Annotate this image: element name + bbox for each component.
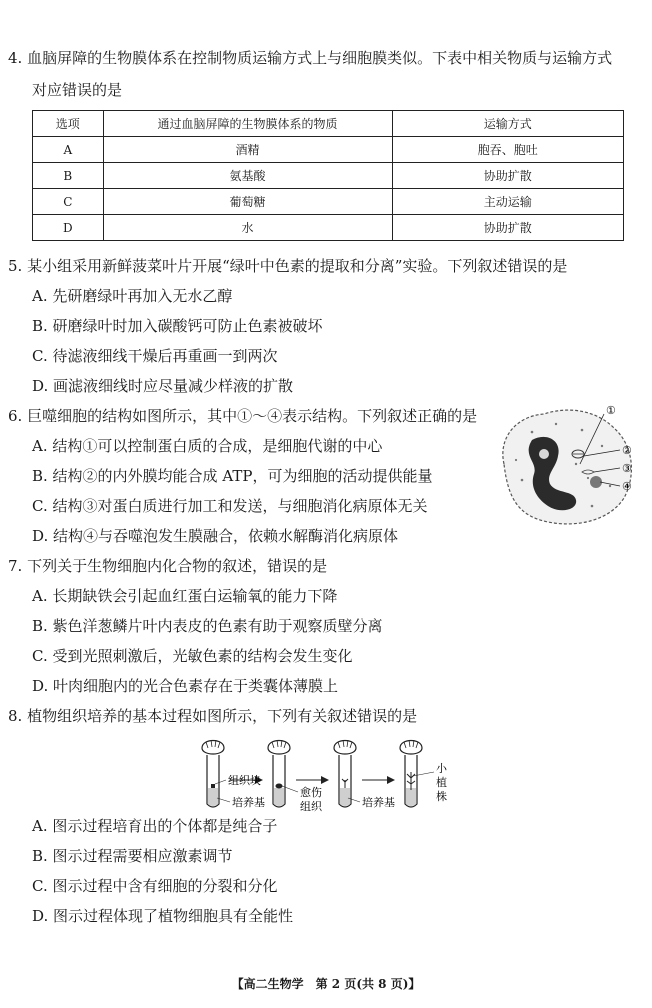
table-cell: 酒精 xyxy=(103,137,392,163)
q7-option-d: D. 叶肉细胞内的光合色素存在于类囊体薄膜上 xyxy=(32,677,339,695)
table-header: 运输方式 xyxy=(392,111,623,137)
q5-option-b: B. 研磨绿叶时加入碳酸钙可防止色素被破坏 xyxy=(32,317,323,335)
q6-option-c: C. 结构③对蛋白质进行加工和发送，与细胞消化病原体无关 xyxy=(32,497,428,515)
figure-label-4: ④ xyxy=(622,480,632,493)
q4-stem-line1: 4. 血脑屏障的生物膜体系在控制物质运输方式上与细胞膜类似。下表中相关物质与运输方式 xyxy=(8,49,613,67)
label-callus-2: 组织 xyxy=(300,800,322,813)
table-row xyxy=(33,137,624,163)
label-medium-1: 培养基 xyxy=(232,796,265,809)
table-cell: 葡萄糖 xyxy=(103,189,392,215)
q6-stem: 6. 巨噬细胞的结构如图所示，其中①～④表示结构。下列叙述正确的是 xyxy=(8,407,478,425)
table-header-row xyxy=(33,111,624,137)
figure-label-2: ② xyxy=(622,444,632,457)
q6-option-a: A. 结构①可以控制蛋白质的合成，是细胞代谢的中心 xyxy=(32,437,383,455)
q5-option-d: D. 画滤液细线时应尽量减少样液的扩散 xyxy=(32,377,294,395)
table-header: 通过血脑屏障的生物膜体系的物质 xyxy=(103,111,392,137)
table-cell: A xyxy=(33,137,104,163)
q5-option-a: A. 先研磨绿叶再加入无水乙醇 xyxy=(32,287,233,305)
label-plantlet-2: 植 xyxy=(436,776,447,789)
label-callus-1: 愈伤 xyxy=(300,786,322,799)
q8-option-d: D. 图示过程体现了植物细胞具有全能性 xyxy=(32,907,294,925)
q7-option-a: A. 长期缺铁会引起血红蛋白运输氧的能力下降 xyxy=(32,587,338,605)
test-tube-2 xyxy=(268,740,290,807)
label-plantlet-3: 株 xyxy=(436,790,447,803)
q8-option-c: C. 图示过程中含有细胞的分裂和分化 xyxy=(32,877,278,895)
table-row xyxy=(33,215,624,241)
q4-table xyxy=(32,110,624,241)
table-cell: 水 xyxy=(103,215,392,241)
q6-option-d: D. 结构④与吞噬泡发生膜融合，依赖水解酶消化病原体 xyxy=(32,527,399,545)
q8-option-b: B. 图示过程需要相应激素调节 xyxy=(32,847,233,865)
table-cell: D xyxy=(33,215,104,241)
q7-stem: 7. 下列关于生物细胞内化合物的叙述，错误的是 xyxy=(8,557,328,575)
table-header: 选项 xyxy=(33,111,104,137)
figure-label-3: ③ xyxy=(622,462,632,475)
table-cell: 协助扩散 xyxy=(392,163,623,189)
q6-option-b: B. 结构②的内外膜均能合成 ATP，可为细胞的活动提供能量 xyxy=(32,467,433,485)
page-footer: 【高二生物学 第 2 页(共 8 页)】 xyxy=(231,977,421,991)
figure-label-1: ① xyxy=(606,404,616,417)
table-row xyxy=(33,163,624,189)
table-cell: 主动运输 xyxy=(392,189,623,215)
q4-stem-line2: 对应错误的是 xyxy=(32,81,123,99)
q8-stem: 8. 植物组织培养的基本过程如图所示，下列有关叙述错误的是 xyxy=(8,707,418,725)
q7-option-b: B. 紫色洋葱鳞片叶内表皮的色素有助于观察质壁分离 xyxy=(32,617,383,635)
table-cell: 氨基酸 xyxy=(103,163,392,189)
q7-option-c: C. 受到光照刺激后，光敏色素的结构会发生变化 xyxy=(32,647,353,665)
table-cell: B xyxy=(33,163,104,189)
test-tube-1 xyxy=(202,740,224,807)
table-cell: 胞吞、胞吐 xyxy=(392,137,623,163)
q5-option-c: C. 待滤液细线干燥后再重画一到两次 xyxy=(32,347,278,365)
label-medium-2: 培养基 xyxy=(362,796,395,809)
label-plantlet-1: 小 xyxy=(436,762,447,775)
table-row xyxy=(33,189,624,215)
table-cell: C xyxy=(33,189,104,215)
test-tube-3 xyxy=(334,740,356,807)
label-tissue-block: 组织块 xyxy=(228,774,261,787)
q5-stem: 5. 某小组采用新鲜菠菜叶片开展“绿叶中色素的提取和分离”实验。下列叙述错误的是 xyxy=(8,257,568,275)
table-cell: 协助扩散 xyxy=(392,215,623,241)
q8-option-a: A. 图示过程培育出的个体都是纯合子 xyxy=(32,817,278,835)
tissue-culture-diagram xyxy=(196,736,466,814)
macrophage-diagram xyxy=(492,402,642,530)
test-tube-4 xyxy=(400,740,422,807)
